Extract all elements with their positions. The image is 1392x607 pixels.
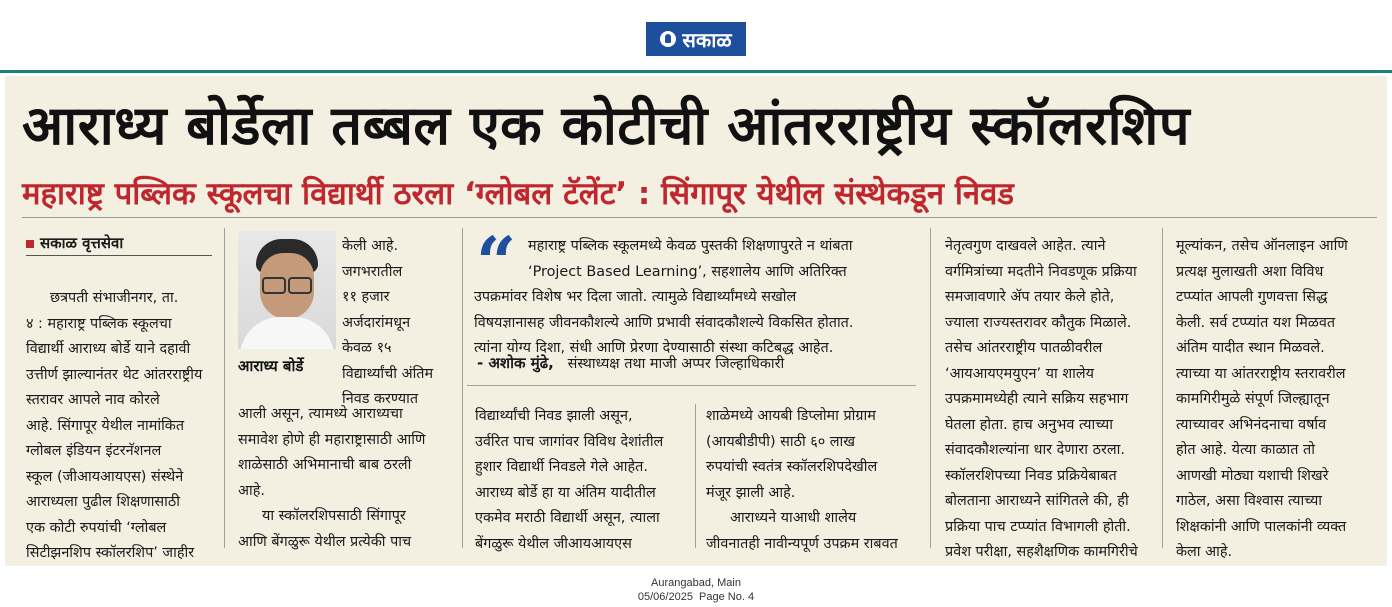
col5-line: बोलताना आराध्यने सांगितले की, ही xyxy=(945,493,1129,509)
col6-line: गाठेल, असा विश्वास त्याच्या xyxy=(1176,493,1323,509)
col6-line: मूल्यांकन, तसेच ऑनलाइन आणि xyxy=(1176,238,1348,254)
col4-line: शाळेमध्ये आयबी डिप्लोमा प्रोग्राम xyxy=(706,408,876,424)
quote-line: महाराष्ट्र पब्लिक स्कूलमध्ये केवळ पुस्तकी शिक्षणापुरते न थांबता xyxy=(528,238,853,254)
quote-mark-icon: “ xyxy=(476,221,517,304)
col6-line: त्याच्या या आंतरराष्ट्रीय स्तरावरील xyxy=(1176,365,1346,382)
col1-line: उत्तीर्ण झाल्यानंतर थेट आंतरराष्ट्रीय xyxy=(26,366,203,383)
masthead-logo xyxy=(646,22,746,56)
col2-line: केवळ १५ xyxy=(342,340,392,356)
col2-line: ११ हजार xyxy=(342,289,390,305)
col6-line: केला आहे. xyxy=(1176,544,1233,560)
quote-line: त्यांना योग्य दिशा, संधी आणि प्रेरणा देण्यासाठी संस्था कटिबद्ध आहेत. xyxy=(474,340,834,356)
col2-line: अर्जदारांमधून xyxy=(342,314,411,331)
col2-line: निवड करण्यात xyxy=(342,391,419,407)
photo-caption: आराध्य बोर्डे xyxy=(238,357,304,375)
quote-line: विषयज्ञानासह जीवनकौशल्ये आणि प्रभावी संवादकौशल्ये विकसित होतात. xyxy=(474,314,854,331)
col3-line: उर्वरित पाच जागांवर विविध देशांतील xyxy=(475,433,664,450)
edition-name: Aurangabad, Main xyxy=(651,577,741,589)
col1-line: सिटीझनशिप स्कॉलरशिप’ जाहीर xyxy=(26,545,195,561)
col6-line: टप्प्यांत आपली गुणवत्ता सिद्ध xyxy=(1176,289,1328,305)
byline-text: सकाळ वृत्तसेवा xyxy=(40,234,124,252)
col3-line: एकमेव मराठी विद्यार्थी असून, त्याला xyxy=(475,510,660,526)
col5-line: घेतला होता. हाच अनुभव त्याच्या xyxy=(945,416,1113,433)
col2-line: केली आहे. xyxy=(342,238,399,254)
sakal-emblem-icon xyxy=(660,31,676,47)
byline xyxy=(26,233,123,253)
col1-line: ग्लोबल इंडियन इंटरनॅशनल xyxy=(26,443,162,459)
col2-line: जगभरातील xyxy=(342,263,403,280)
column-2-side xyxy=(342,234,460,413)
column-divider xyxy=(695,404,696,548)
col1-line: आराध्यला पुढील शिक्षणासाठी xyxy=(26,494,180,510)
col1-line: स्तरावर आपले नाव कोरले xyxy=(26,392,160,408)
col5-line: वर्गमित्रांच्या मदतीने निवडणूक प्रक्रिया xyxy=(945,263,1137,280)
headline-divider xyxy=(22,217,1377,218)
masthead-name: सकाळ xyxy=(682,27,732,52)
byline-rule xyxy=(26,255,212,256)
col1-line: छत्रपती संभाजीनगर, ता. xyxy=(50,290,179,306)
quote-attribution xyxy=(477,353,784,373)
col6-line: कामगिरीमुळे संपूर्ण जिल्ह्यातून xyxy=(1176,391,1330,407)
student-photo xyxy=(238,231,336,349)
col6-line: त्याच्यावर अभिनंदनाचा वर्षाव xyxy=(1176,416,1327,433)
col4-line: रुपयांची स्वतंत्र स्कॉलरशिपदेखील xyxy=(706,459,878,475)
column-divider xyxy=(1162,228,1163,548)
edition-footer xyxy=(0,576,1392,604)
col3-line: बेंगळुरू येथील जीआयआयएस xyxy=(475,535,632,552)
column-6 xyxy=(1176,234,1381,566)
quote-line: उपक्रमांवर विशेष भर दिला जातो. त्यामुळे विद्यार्थ्यांमध्ये सखोल xyxy=(474,289,797,305)
col1-line: एक कोटी रुपयांची ‘ग्लोबल xyxy=(26,519,167,536)
column-divider xyxy=(930,228,931,548)
column-divider xyxy=(224,228,225,548)
quote-divider xyxy=(467,385,916,386)
column-1 xyxy=(26,286,216,567)
col5-line: उपक्रमामध्येही त्याने सक्रिय सहभाग xyxy=(945,391,1129,407)
col1-line: विद्यार्थी आराध्य बोर्डे याने दहावी xyxy=(26,341,191,357)
column-5 xyxy=(945,234,1155,566)
col2-line: विद्यार्थ्यांची अंतिम xyxy=(342,365,434,382)
col2-line: समावेश होणे ही महाराष्ट्रासाठी आणि xyxy=(238,431,426,448)
col2-line: आणि बेंगळुरू येथील प्रत्येकी पाच xyxy=(238,533,412,550)
col2-line: आहे. xyxy=(238,482,265,499)
col6-line: अंतिम यादीत स्थान मिळवले. xyxy=(1176,340,1325,356)
col5-line: संवादकौशल्यांना धार देणारा ठरला. xyxy=(945,442,1125,458)
col1-line: आहे. सिंगापूर येथील नामांकित xyxy=(26,417,185,434)
column-divider xyxy=(462,228,463,548)
byline-square-icon xyxy=(26,240,34,248)
col5-line: स्कॉलरशिपच्या निवड प्रक्रियेबाबत xyxy=(945,467,1117,484)
col1-line: स्कूल (जीआयआयएस) संस्थेने xyxy=(26,468,184,485)
date-page: 05/06/2025 Page No. 4 xyxy=(637,591,755,603)
col5-line: समजावणारे ॲप तयार केले होते, xyxy=(945,289,1115,305)
headline: आराध्य बोर्डेला तब्बल एक कोटीची आंतरराष्ट्रीय स्कॉलरशिप xyxy=(22,94,1191,157)
col4-line: आराध्यने याआधी शालेय xyxy=(730,510,857,526)
quote-designation: संस्थाध्यक्ष तथा माजी अप्पर जिल्हाधिकारी xyxy=(567,356,785,372)
col4-line: मंजूर झाली आहे. xyxy=(706,484,796,501)
subheadline: महाराष्ट्र पब्लिक स्कूलचा विद्यार्थी ठरला ‘ग्लोबल टॅलेंट’ : सिंगापूर येथील संस्थेकडून निवड xyxy=(22,176,1014,212)
col2-line: या स्कॉलरशिपसाठी सिंगापूर xyxy=(262,508,406,524)
col5-line: प्रक्रिया पाच टप्प्यांत विभागली होती. xyxy=(945,518,1131,535)
col6-line: शिक्षकांनी आणि पालकांनी व्यक्त xyxy=(1176,518,1347,535)
quote-line: ‘Project Based Learning’, सहशालेय आणि अतिरिक्त xyxy=(528,263,847,280)
col5-line: प्रवेश परीक्षा, सहशैक्षणिक कामगिरीचे xyxy=(945,544,1138,560)
quote-author: - अशोक मुंढे, xyxy=(477,354,554,372)
col3-line: हुशार विद्यार्थी निवडले गेले आहेत. xyxy=(475,459,648,475)
col5-line: नेतृत्वगुण दाखवले आहेत. त्याने xyxy=(945,238,1106,254)
col6-line: प्रत्यक्ष मुलाखती अशा विविध xyxy=(1176,263,1324,280)
col4-line: जीवनातही नावीन्यपूर्ण उपक्रम राबवत xyxy=(706,535,898,552)
col2-line: शाळेसाठी अभिमानाची बाब ठरली xyxy=(238,457,412,473)
col1-line: ४ : महाराष्ट्र पब्लिक स्कूलचा xyxy=(26,315,172,332)
header-rule xyxy=(0,70,1392,73)
column-3 xyxy=(475,404,690,557)
col2-line: आली असून, त्यामध्ये आराध्यचा xyxy=(238,406,403,422)
col5-line: तसेच आंतरराष्ट्रीय पातळीवरील xyxy=(945,340,1103,356)
pull-quote xyxy=(474,234,910,362)
col3-line: विद्यार्थ्यांची निवड झाली असून, xyxy=(475,408,633,424)
col6-line: आणखी मोठ्या यशाची शिखरे xyxy=(1176,467,1329,484)
col5-line: ज्याला राज्यस्तरावर कौतुक मिळाले. xyxy=(945,314,1132,331)
column-4 xyxy=(706,404,921,557)
col3-line: आराध्य बोर्डे हा या अंतिम यादीतील xyxy=(475,484,656,501)
col6-line: होत आहे. येत्या काळात तो xyxy=(1176,442,1315,458)
column-2 xyxy=(238,402,460,555)
col4-line: (आयबीडीपी) साठी ६० लाख xyxy=(706,433,856,450)
col6-line: केली. सर्व टप्प्यांत यश मिळवत xyxy=(1176,314,1336,331)
col5-line: ‘आयआयएमयुएन’ या शालेय xyxy=(945,365,1094,382)
